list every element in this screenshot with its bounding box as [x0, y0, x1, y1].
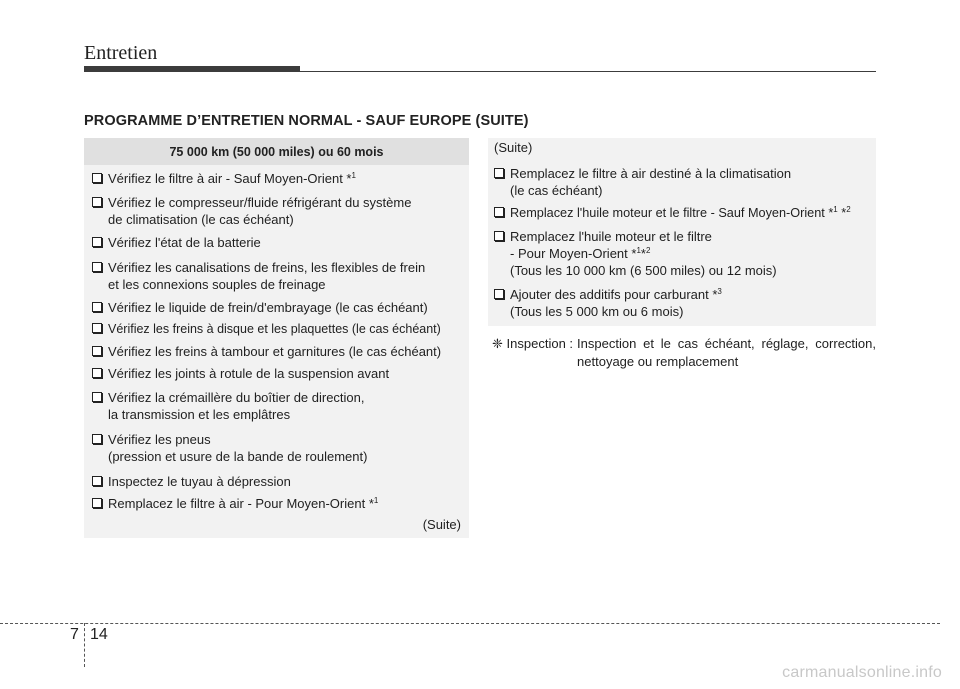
- checkbox-icon: [494, 289, 504, 299]
- interval-heading: 75 000 km (50 000 miles) ou 60 mois: [84, 138, 469, 165]
- checklist-item: Vérifiez le filtre à air - Sauf Moyen-Orient *$^1$: [92, 170, 356, 187]
- checkbox-icon: [92, 476, 102, 486]
- continued-label: (Suite): [494, 140, 533, 155]
- checkbox-icon: [92, 262, 102, 272]
- checklist-item: Ajouter des additifs pour carburant *$^3$ (Tous les 5 000 km ou 6 mois): [494, 286, 722, 320]
- checklist-item: Vérifiez la crémaillère du boîtier de direction, la transmission et les emplâtres: [92, 389, 365, 423]
- checkbox-icon: [494, 207, 504, 217]
- watermark: carmanualsonline.info: [782, 664, 942, 681]
- page-header-title: Entretien: [84, 42, 158, 64]
- checklist-item: Remplacez le filtre à air - Pour Moyen-Orient *$^1$: [92, 495, 378, 512]
- checklist-item: Vérifiez les pneus (pression et usure de la bande de roulement): [92, 431, 367, 465]
- footer-divider: [84, 623, 85, 667]
- checkbox-icon: [92, 302, 102, 312]
- section-title: PROGRAMME D’ENTRETIEN NORMAL - SAUF EUROPE (SUITE): [84, 113, 529, 129]
- checklist-item: Vérifiez les freins à disque et les plaquettes (le cas échéant): [92, 321, 441, 338]
- checkbox-icon: [92, 323, 102, 333]
- checklist-item: Vérifiez le compresseur/fluide réfrigérant du système de climatisation (le cas échéant): [92, 194, 411, 228]
- chapter-number: 7: [70, 626, 79, 643]
- checkbox-icon: [92, 346, 102, 356]
- checkbox-icon: [92, 368, 102, 378]
- header-rule-thin: [300, 71, 876, 72]
- checklist-item: Vérifiez le liquide de frein/d'embrayage (le cas échéant): [92, 299, 428, 316]
- checkbox-icon: [92, 392, 102, 402]
- checklist-item: Vérifiez les canalisations de freins, les flexibles de frein et les connexions souples de freinage: [92, 259, 425, 293]
- checklist-item: Vérifiez les freins à tambour et garnitures (le cas échéant): [92, 343, 441, 360]
- checkbox-icon: [92, 197, 102, 207]
- checklist-item: Vérifiez l'état de la batterie: [92, 234, 261, 251]
- inspection-note: [492, 335, 876, 371]
- checkbox-icon: [92, 498, 102, 508]
- footer-rule: [0, 623, 940, 624]
- maintenance-panel-left: [84, 138, 469, 538]
- checklist-item: Remplacez le filtre à air destiné à la climatisation (le cas échéant): [494, 165, 791, 199]
- asterism-icon: ❈: [492, 336, 503, 351]
- checklist-item: Remplacez l'huile moteur et le filtre - Pour Moyen-Orient *$^1$*$^2$ (Tous les 10 000 km (6 500 miles) ou 12 mois): [494, 228, 777, 279]
- page-number: 14: [90, 626, 108, 643]
- note-label: Inspection :: [506, 336, 574, 351]
- checklist-item: Remplacez l'huile moteur et le filtre - Sauf Moyen-Orient *$^1$ *$^2$: [494, 205, 851, 222]
- continued-label: (Suite): [422, 517, 461, 532]
- checklist-item: Vérifiez les joints à rotule de la suspension avant: [92, 365, 389, 382]
- checklist-item: Inspectez le tuyau à dépression: [92, 473, 291, 490]
- checkbox-icon: [494, 168, 504, 178]
- note-text: Inspection et le cas échéant, réglage, correction, nettoyage ou remplacement: [577, 336, 876, 369]
- maintenance-panel-right: [488, 138, 876, 326]
- checkbox-icon: [92, 237, 102, 247]
- header-rule-thick: [84, 66, 300, 72]
- checkbox-icon: [494, 231, 504, 241]
- checkbox-icon: [92, 434, 102, 444]
- checkbox-icon: [92, 173, 102, 183]
